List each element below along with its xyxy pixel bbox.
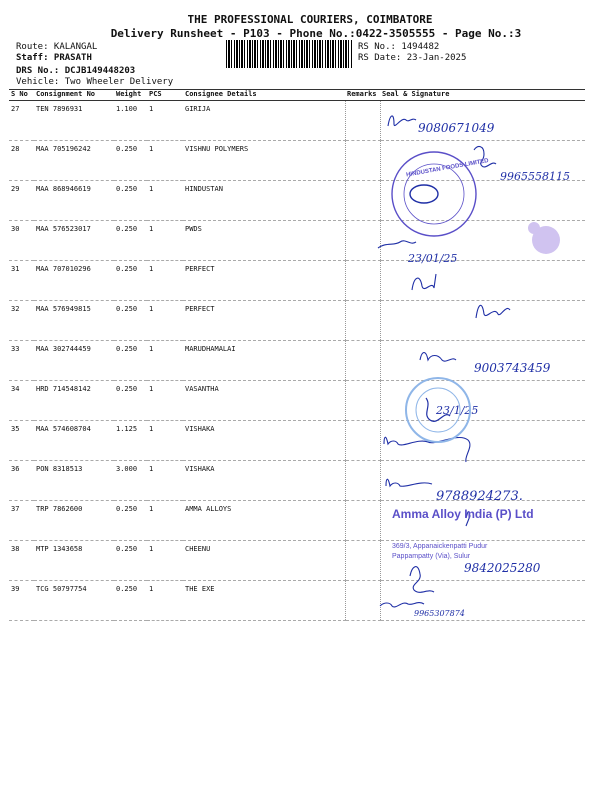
rs-number: RS No.: 1494482 [358,42,440,52]
cell-remarks [345,541,380,581]
table-row [9,301,585,341]
cell-consignee: VASANTHA [183,381,345,421]
cell-seal [380,581,585,621]
cell-seal [380,461,585,501]
route-label: Route: KALANGAL [16,42,98,52]
cell-seal [380,541,585,581]
cell-sno: 27 [9,101,34,141]
cell-seal [380,261,585,301]
cell-seal [380,501,585,541]
date-34: 23/1/25 [436,404,479,417]
cell-consignment: MAA 576523017 [34,221,114,261]
cell-remarks [345,421,380,461]
cell-remarks [345,581,380,621]
cell-remarks [345,261,380,301]
cell-consignee: PWDS [183,221,345,261]
cell-sno: 32 [9,301,34,341]
table-row [9,421,585,461]
cell-consignment: TCG 50797754 [34,581,114,621]
col-pcs: PCS [147,90,183,101]
hindustan-stamp-text: HINDUSTAN FOODS LIMITED [405,158,490,179]
cell-consignment: TEN 7896931 [34,101,114,141]
phone-36: 9788924273. [436,489,523,504]
cell-weight: 3.000 [114,461,147,501]
table-row [9,261,585,301]
amma-stamp-address: 369/3, Appanaickenpatti Pudur [392,543,488,550]
cell-seal [380,141,585,181]
cell-sno: 39 [9,581,34,621]
cell-sno: 35 [9,421,34,461]
col-remarks: Remarks [345,90,380,101]
cell-sno: 28 [9,141,34,181]
col-consignee: Consignee Details [183,90,345,101]
cell-weight: 1.125 [114,421,147,461]
cell-weight: 0.250 [114,221,147,261]
cell-pcs: 1 [147,461,183,501]
cell-sno: 31 [9,261,34,301]
table-row [9,501,585,541]
runsheet-table [9,89,585,621]
cell-consignment: MAA 574608704 [34,421,114,461]
table-header [9,90,585,101]
cell-sno: 30 [9,221,34,261]
cell-sno: 29 [9,181,34,221]
cell-seal [380,221,585,261]
cell-remarks [345,461,380,501]
table-row [9,181,585,221]
phone-39: 9965307874 [414,609,465,618]
barcode [226,40,352,68]
cell-sno: 38 [9,541,34,581]
runsheet-subtitle: Delivery Runsheet - P103 - Phone No.:0422-3505555 - Page No.:3 [110,27,522,40]
cell-pcs: 1 [147,501,183,541]
phone-38: 9842025280 [464,561,541,575]
cell-weight: 0.250 [114,261,147,301]
cell-consignee: HINDUSTAN [183,181,345,221]
date-30: 23/01/25 [408,252,458,265]
phone-28: 9965558115 [500,170,570,183]
table-row [9,461,585,501]
amma-stamp-address2: Pappampatty (Via), Sulur [392,553,471,560]
table-row [9,141,585,181]
cell-weight: 0.250 [114,181,147,221]
cell-weight: 0.250 [114,381,147,421]
cell-remarks [345,101,380,141]
cell-consignment: MAA 868946619 [34,181,114,221]
cell-consignee: VISHNU POLYMERS [183,141,345,181]
cell-consignee: VISHAKA [183,461,345,501]
cell-weight: 0.250 [114,341,147,381]
amma-stamp-name: Amma Alloy India (P) Ltd [392,507,534,521]
table-row [9,101,585,141]
cell-consignee: GIRIJA [183,101,345,141]
cell-pcs: 1 [147,341,183,381]
cell-weight: 0.250 [114,581,147,621]
table-row [9,341,585,381]
cell-consignee: PERFECT [183,301,345,341]
company-title: THE PROFESSIONAL COURIERS, COIMBATORE [187,13,433,26]
cell-pcs: 1 [147,301,183,341]
table-row [9,541,585,581]
cell-remarks [345,501,380,541]
cell-consignment: TRP 7862600 [34,501,114,541]
staff-label: Staff: PRASATH [16,53,92,63]
cell-weight: 1.100 [114,101,147,141]
cell-pcs: 1 [147,421,183,461]
cell-pcs: 1 [147,581,183,621]
cell-remarks [345,341,380,381]
col-seal: Seal & Signature [380,90,585,101]
cell-consignment: PON 8318513 [34,461,114,501]
cell-sno: 33 [9,341,34,381]
cell-remarks [345,381,380,421]
cell-pcs: 1 [147,181,183,221]
cell-sno: 36 [9,461,34,501]
col-sno: S No [9,90,34,101]
cell-seal [380,301,585,341]
cell-consignment: HRD 714548142 [34,381,114,421]
cell-pcs: 1 [147,541,183,581]
cell-pcs: 1 [147,261,183,301]
table-row [9,221,585,261]
cell-sno: 37 [9,501,34,541]
vehicle-label: Vehicle: Two Wheeler Delivery [16,77,174,87]
rs-date: RS Date: 23-Jan-2025 [358,53,467,63]
phone-27: 9080671049 [418,121,495,135]
cell-pcs: 1 [147,101,183,141]
cell-weight: 0.250 [114,141,147,181]
cell-sno: 34 [9,381,34,421]
cell-consignee: VISHAKA [183,421,345,461]
cell-weight: 0.250 [114,541,147,581]
drs-number: DRS No.: DCJB149448203 [16,66,136,76]
cell-consignee: THE EXE [183,581,345,621]
phone-33: 9003743459 [474,361,551,375]
cell-consignment: MTP 1343658 [34,541,114,581]
cell-seal [380,421,585,461]
cell-seal [380,341,585,381]
cell-seal [380,181,585,221]
col-weight: Weight [114,90,147,101]
cell-seal [380,101,585,141]
cell-seal [380,381,585,421]
cell-consignee: MARUDHAMALAI [183,341,345,381]
cell-weight: 0.250 [114,501,147,541]
col-consignment: Consignment No [34,90,114,101]
cell-weight: 0.250 [114,301,147,341]
cell-pcs: 1 [147,141,183,181]
cell-consignee: PERFECT [183,261,345,301]
cell-consignment: MAA 576949815 [34,301,114,341]
cell-consignment: MAA 705196242 [34,141,114,181]
cell-pcs: 1 [147,221,183,261]
cell-remarks [345,141,380,181]
cell-consignee: CHEENU [183,541,345,581]
table-row [9,381,585,421]
cell-remarks [345,221,380,261]
cell-consignee: AMMA ALLOYS [183,501,345,541]
cell-consignment: MAA 707010296 [34,261,114,301]
table-row [9,581,585,621]
cell-consignment: MAA 302744459 [34,341,114,381]
cell-remarks [345,301,380,341]
cell-pcs: 1 [147,381,183,421]
cell-remarks [345,181,380,221]
